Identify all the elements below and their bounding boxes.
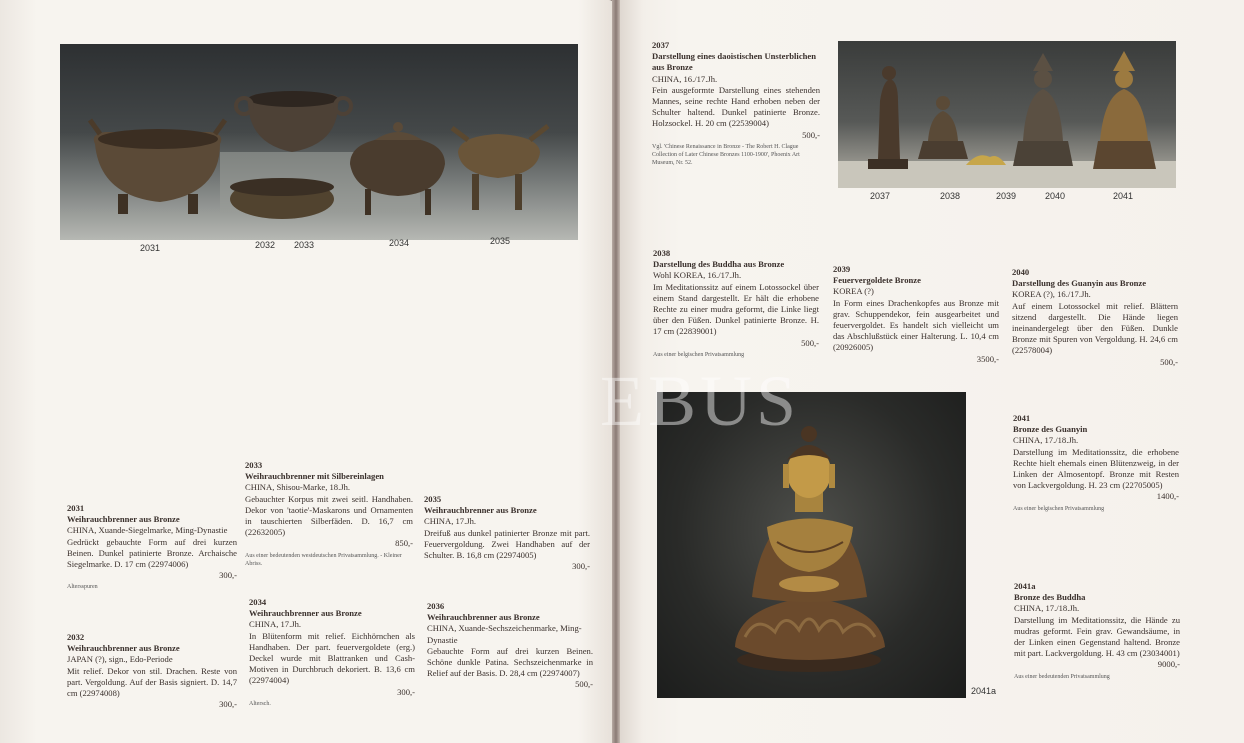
figure-label: 2035 <box>490 236 511 246</box>
lot-note: Altersspuren <box>67 584 98 591</box>
lot-origin: KOREA (?) <box>833 286 874 297</box>
lot-note: Aus einer bedeutenden westdeutschen Privatsammlung. - Kleiner Abriss. <box>245 552 402 567</box>
lot-number: 2035 <box>424 494 442 504</box>
lot-description: Gebauchter Korpus mit zwei seitl. Handhaben. Dekor von 'taotie'-Maskarons und Ornamenten in tauschierten Silberfäden. D. 16,7 cm (22632005) <box>245 493 413 538</box>
lot-price: 1400,- <box>1156 491 1179 502</box>
catalog-entry-2034 <box>249 597 415 708</box>
figure-label: 2041a <box>971 686 997 696</box>
lot-number: 2038 <box>653 248 671 258</box>
catalog-entry-2040 <box>1012 267 1178 368</box>
lot-title: Weihrauchbrenner aus Bronze <box>427 612 540 623</box>
lot-description: Mit relief. Dekor von stil. Drachen. Reste von part. Vergoldung. Auf der Basis signiert. D. 14,7 cm (22974008) <box>67 665 237 699</box>
lot-note: Altersch. <box>249 700 271 707</box>
catalog-entry-2033 <box>245 460 413 568</box>
lot-number: 2037 <box>652 40 670 50</box>
lot-description: Dreifuß aus dunkel patinierter Bronze mit part. Feuervergoldung. Zwei Handhaben auf der Schulter. B. 16,8 cm (22974005) <box>424 527 590 561</box>
catalog-entry-2036 <box>427 601 593 691</box>
lot-title: Weihrauchbrenner aus Bronze <box>249 608 362 619</box>
lot-origin: KOREA (?), 16./17.Jh. <box>1012 289 1091 300</box>
lot-number: 2036 <box>427 601 445 611</box>
figure-label: 2038 <box>940 191 961 201</box>
lot-price: 850,- <box>395 538 413 549</box>
lot-price: 300,- <box>397 686 415 697</box>
lot-number: 2032 <box>67 632 85 642</box>
lot-title: Bronze des Guanyin <box>1013 424 1088 435</box>
lot-note: Aus einer bedeutenden Privatsammlung <box>1014 673 1110 680</box>
figure-label: 2041 <box>1113 191 1134 201</box>
lot-number: 2031 <box>67 503 85 513</box>
lot-description: In Form eines Drachenkopfes aus Bronze mit grav. Schuppendekor, fein ausgearbeitet und feuervergoldet. Es handelt sich vielleicht um das Abschlußstück einer Halterung. L. 10,4 cm (20926005) <box>833 297 999 353</box>
lot-title: Feuervergoldete Bronze <box>833 275 921 286</box>
lot-number: 2033 <box>245 460 263 470</box>
lot-price: 300,- <box>572 561 590 572</box>
figure-label: 2039 <box>996 191 1017 201</box>
lot-origin: Wohl KOREA, 16./17.Jh. <box>653 270 742 281</box>
lot-title: Darstellung eines daoistischen Unsterblichen aus Bronze <box>652 51 817 73</box>
lot-origin: CHINA, 17./18.Jh. <box>1013 435 1079 446</box>
catalog-entry-2041 <box>1013 413 1179 513</box>
lot-title: Weihrauchbrenner aus Bronze <box>67 514 180 525</box>
lot-price: 9000,- <box>1157 659 1180 670</box>
lot-description: Im Meditationssitz auf einem Lotossockel über einem Stand dargestellt. Er hält die erhobene Rechte zu einer mudra geformt, die Linke liegt über den Füßen. Dunkel patinierte Bronze. H. 17 cm (22839001) <box>653 281 819 337</box>
lot-origin: CHINA, Shisou-Marke, 18.Jh. <box>245 482 351 493</box>
catalog-entry-2037 <box>652 40 820 167</box>
bronze-figures-photo <box>838 41 1176 188</box>
lot-description: Darstellung im Meditationssitz, die Hände zu mudras geformt. Fein grav. Gewandsäume, in der Linken einen Gegenstand haltend. Bronze mit part. Lackvergoldung. H. 43 cm (23034001) <box>1014 614 1180 659</box>
figure-label: 2031 <box>140 243 161 253</box>
lot-number: 2040 <box>1012 267 1030 277</box>
figure-label: 2033 <box>294 240 315 250</box>
lot-description: Gedrückt gebauchte Form auf drei kurzen Beinen. Dunkel patinierte Bronze. Archaische Siegelmarke. D. 17 cm (22974006) <box>67 536 237 570</box>
figure-label: 2040 <box>1045 191 1066 201</box>
lot-origin: CHINA, Xuande-Siegelmarke, Ming-Dynastie <box>67 525 228 536</box>
catalog-entry-2038 <box>653 248 819 359</box>
catalog-entry-2031 <box>67 503 237 591</box>
catalog-entry-2032 <box>67 632 237 710</box>
lot-title: Weihrauchbrenner aus Bronze <box>424 505 537 516</box>
figure-label: 2032 <box>255 240 276 250</box>
lot-number: 2041 <box>1013 413 1031 423</box>
lot-description: In Blütenform mit relief. Eichhörnchen als Handhaben. Der part. feuervergoldete (erg.) Deckel wurde mit Blattranken und Cash-Motiven in Durchbruch dekoriert. B. 13,6 cm (22974004) <box>249 630 415 686</box>
catalog-entry-2039 <box>833 264 999 365</box>
lot-price: 500,- <box>575 679 593 690</box>
lot-title: Weihrauchbrenner aus Bronze <box>67 643 180 654</box>
watermark-text: EBUS <box>600 361 801 441</box>
lot-price: 300,- <box>219 570 237 581</box>
lot-note: Aus einer belgischen Privatsammlung <box>653 351 745 358</box>
lot-origin: CHINA, 17.Jh. <box>424 516 477 527</box>
lot-price: 3500,- <box>976 353 999 364</box>
lot-description: Darstellung im Meditationssitz, die erhobene Rechte hielt ehemals einen Blütenzweig, in der Linken der Almosentopf. Bronze mit Resten von Lackvergoldung. H. 23 cm (22705005) <box>1013 446 1179 491</box>
lot-price: 500,- <box>1160 356 1178 367</box>
lot-title: Darstellung des Buddha aus Bronze <box>653 259 785 270</box>
lot-number: 2041a <box>1014 581 1036 591</box>
lot-title: Weihrauchbrenner mit Silbereinlagen <box>245 471 384 482</box>
lot-number: 2034 <box>249 597 267 607</box>
lot-origin: CHINA, 17.Jh. <box>249 619 302 630</box>
catalog-entry-2035 <box>424 494 590 572</box>
lot-title: Bronze des Buddha <box>1014 592 1086 603</box>
lot-origin: CHINA, Xuande-Sechszeichenmarke, Ming-Dynastie <box>427 623 582 645</box>
lot-description: Gebauchte Form auf drei kurzen Beinen. Schöne dunkle Patina. Sechszeichenmarke in Relief auf der Basis. D. 28,4 cm (22974007) <box>427 645 593 679</box>
figure-label: 2034 <box>389 238 410 248</box>
catalog-entry-2041a <box>1014 581 1180 681</box>
lot-note: Aus einer belgischen Privatsammlung <box>1013 505 1105 512</box>
figure-label: 2037 <box>870 191 891 201</box>
lot-price: 500,- <box>802 129 820 140</box>
lot-number: 2039 <box>833 264 851 274</box>
lot-origin: CHINA, 16./17.Jh. <box>652 73 718 84</box>
lot-description: Auf einem Lotossockel mit relief. Blättern sitzend dargestellt. Die Hände liegen ineinandergelegt über den Füßen. Dunkle Bronze mit Spuren von Vergoldung. H. 24,6 cm (22578004) <box>1012 300 1178 356</box>
lot-note: Vgl. 'Chinese Renaissance in Bronze - The Robert H. Clague Collection of Later Chinese Bronzes 1100-1900', Phoenix Art Museum, Nr. 52. <box>652 143 800 166</box>
lot-origin: JAPAN (?), sign., Edo-Periode <box>67 654 173 665</box>
lot-description: Fein ausgeformte Darstellung eines stehenden Mannes, seine rechte Hand erhoben neben der Schulter haltend. Dunkel patinierte Bronze. Holzsockel. H. 20 cm (22539004) <box>652 84 820 129</box>
lot-title: Darstellung des Guanyin aus Bronze <box>1012 278 1147 289</box>
lot-price: 500,- <box>801 337 819 348</box>
incense-burners-photo <box>60 44 578 240</box>
lot-origin: CHINA, 17./18.Jh. <box>1014 603 1080 614</box>
lot-price: 300,- <box>219 699 237 710</box>
